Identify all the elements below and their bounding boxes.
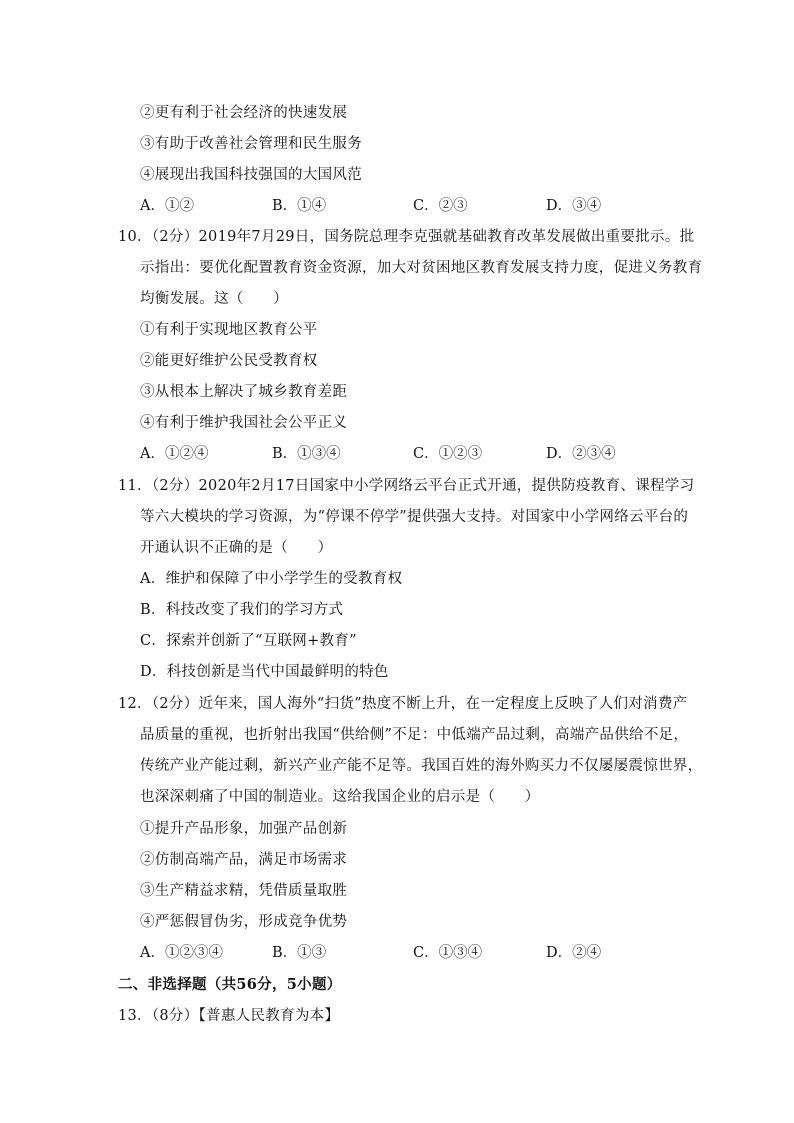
q11-option-c[interactable]: C．探索并创新了“互联网+教育” [140,633,357,649]
q12-options [0,944,794,962]
q9-item-2: ②更有利于社会经济的快速发展 [140,105,348,121]
q12-stem-line-4: 也深深刺痛了中国的制造业。这给我国企业的启示是（ ） [140,789,540,805]
q9-item-3: ③有助于改善社会管理和民生服务 [140,136,362,152]
q11-stem-line-3: 开通认识不正确的是（ ） [140,540,333,556]
q10-stem-line-3: 均衡发展。这（ ） [140,291,288,307]
q12-option-a[interactable]: A．①②③④ [140,945,223,961]
q11-option-d[interactable]: D．科技创新是当代中国最鲜明的特色 [140,664,389,680]
q12-option-b[interactable]: B．①③ [272,945,327,961]
q12-item-4: ④严惩假冒伪劣，形成竞争优势 [140,914,348,930]
q11-option-a[interactable]: A．维护和保障了中小学学生的受教育权 [140,571,403,587]
q9-option-d[interactable]: D．③④ [546,198,602,214]
q10-option-a[interactable]: A．①②④ [140,446,209,462]
q10-option-c[interactable]: C．①②③ [413,446,483,462]
q12-item-2: ②仿制高端产品，满足市场需求 [140,852,348,868]
q9-option-b[interactable]: B．①④ [272,198,327,214]
q9-option-a[interactable]: A．①② [140,198,194,214]
q10-option-d[interactable]: D．②③④ [546,446,616,462]
q12-stem-line-3: 传统产业产能过剩，新兴产业产能不足等。我国百姓的海外购买力不仅屡屡震惊世界， [140,758,703,774]
q10-stem-line-1: 10．（2分）2019年7月29日，国务院总理李克强就基础教育改革发展做出重要批示。批 [118,229,695,245]
q13-stem: 13．（8分）【普惠人民教育为本】 [118,1008,340,1024]
section-heading: 二、非选择题（共56分，5小题） [118,976,342,993]
q10-item-4: ④有利于维护我国社会公平正义 [140,415,348,431]
q12-item-3: ③生产精益求精，凭借质量取胜 [140,883,348,899]
q9-options [0,197,794,215]
q10-options [0,445,794,463]
q10-item-2: ②能更好维护公民受教育权 [140,353,318,369]
q12-option-c[interactable]: C．①③④ [413,945,483,961]
q10-item-1: ①有利于实现地区教育公平 [140,322,318,338]
q12-option-d[interactable]: D．②④ [546,945,602,961]
q11-stem-line-2: 等六大模块的学习资源，为“停课不停学”提供强大支持。对国家中小学网络云平台的 [140,509,689,525]
q12-stem-line-2: 品质量的重视，也折射出我国“供给侧”不足：中低端产品过剩，高端产品供给不足， [140,727,689,743]
q11-stem-line-1: 11．（2分）2020年2月17日国家中小学网络云平台正式开通，提供防疫教育、课程学习 [118,478,695,494]
q12-stem-line-1: 12．（2分）近年来，国人海外“扫货”热度不断上升，在一定程度上反映了人们对消费产 [118,696,688,712]
q11-option-b[interactable]: B．科技改变了我们的学习方式 [140,602,344,618]
q12-item-1: ①提升产品形象，加强产品创新 [140,821,348,837]
q10-option-b[interactable]: B．①③④ [272,446,341,462]
q10-item-3: ③从根本上解决了城乡教育差距 [140,384,348,400]
q10-stem-line-2: 示指出：要优化配置教育资金资源，加大对贫困地区教育发展支持力度，促进义务教育 [140,260,703,276]
q9-option-c[interactable]: C．②③ [413,198,468,214]
q9-item-4: ④展现出我国科技强国的大国风范 [140,167,362,183]
